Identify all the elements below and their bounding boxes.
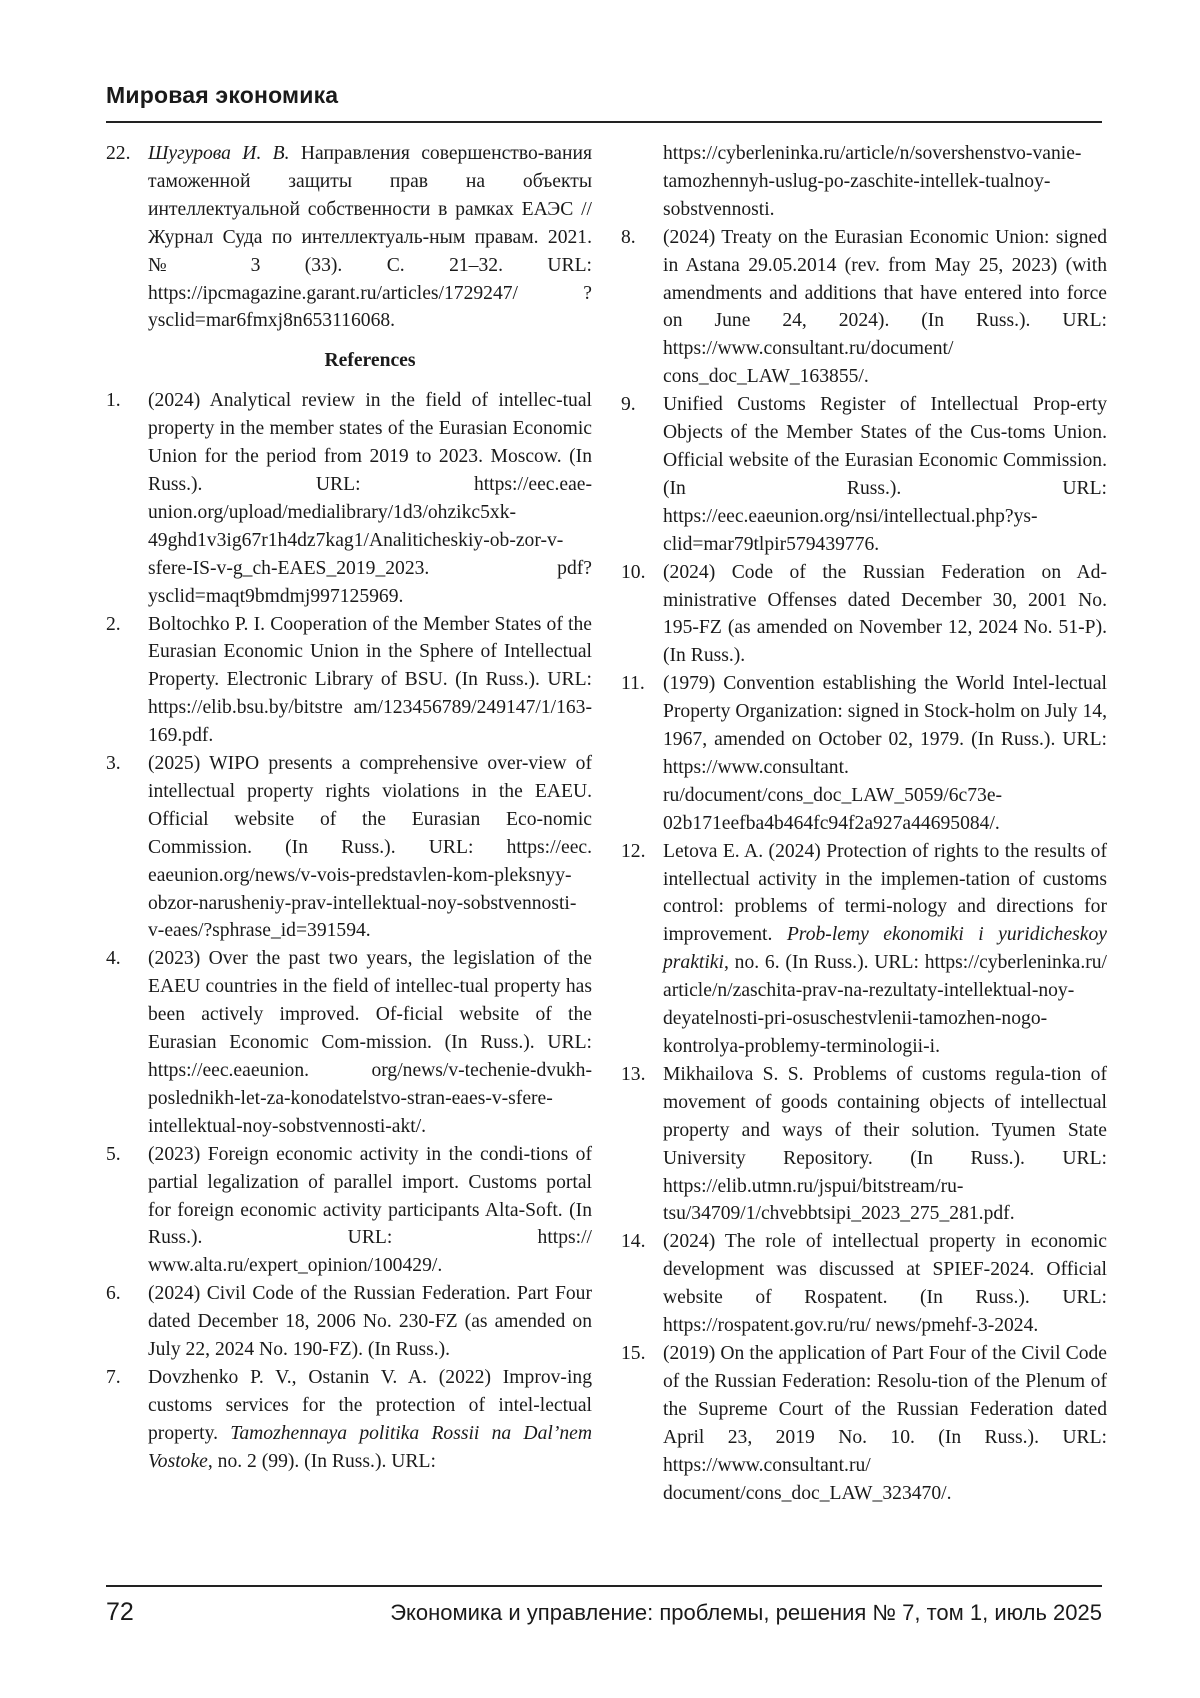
reference-item: [106, 750, 592, 945]
reference-number: 6.: [106, 1283, 121, 1305]
reference-item: [621, 1340, 1107, 1507]
reference-number: 4.: [106, 948, 121, 970]
reference-text: (2024) Treaty on the Eurasian Economic Union: signed in Astana 29.05.2014 (rev. from May 25, 2023) (with amendments and additions that have entered into force on June 24, 2024). (In Russ.). URL: https://www.consultant.ru/document/ cons_doc_LAW_163855/.: [663, 226, 1107, 388]
reference-number: 2.: [106, 613, 121, 635]
right-column: [621, 140, 1107, 1507]
reference-number: 12.: [621, 840, 646, 862]
reference-number: 10.: [621, 561, 646, 583]
reference-text-tail: , no. 6. (In Russ.). URL: https://cyberleninka.ru/ article/n/zaschita-prav-na-rezultaty-intellektual-noy-deyatelnosti-pri-osuschestvlenii-tamozhen-nogo-kontrolya-problemy-terminologii-i.: [663, 952, 1107, 1057]
header-rule: [106, 121, 1102, 123]
reference-text: (2024) Civil Code of the Russian Federation. Part Four dated December 18, 2006 No. 230-FZ (as amended on July 22, 2024 No. 190-FZ). (In Russ.).: [148, 1283, 592, 1361]
reference-item: [621, 559, 1107, 671]
section-title: Мировая экономика: [106, 82, 339, 108]
reference-item: [106, 1280, 592, 1364]
footer-rule: [106, 1585, 1102, 1587]
reference-number: 9.: [621, 394, 636, 416]
reference-journal: Prob-lemy ekonomiki i yuridicheskoy praktiki: [663, 924, 1107, 974]
reference-number: 11.: [621, 673, 645, 695]
reference-journal: Tamozhennaya politika Rossii na Dal’nem Vostoke: [148, 1422, 592, 1472]
references-heading: References: [324, 350, 416, 372]
reference-number: 14.: [621, 1231, 646, 1253]
reference-item: [621, 1061, 1107, 1228]
reference-number: 1.: [106, 390, 121, 412]
reference-text: (2024) Code of the Russian Federation on Ad-ministrative Offenses dated December 30, 2001 No. 195-FZ (as amended on November 12, 2024 No. 51-P). (In Russ.).: [663, 561, 1107, 667]
reference-item: [106, 1141, 592, 1281]
reference-continuation: https://cyberleninka.ru/article/n/sovershenstvo-vanie-tamozhennyh-uslug-po-zaschite-intellek-tualnoy-sobstvennosti.: [663, 143, 1082, 220]
reference-text: Направления совершенство-вания таможенной защиты прав на объекты интеллектуальной собственности в рамках ЕАЭС // Журнал Суда по интеллектуаль-ным правам. 2021. № 3 (33). С. 21–32. URL: https://ipcmagazine.garant.ru/articles/1729247/ ?ysclid=mar6fmxj8n653116068.: [148, 143, 592, 332]
reference-text: (2024) Analytical review in the field of intellec-tual property in the member states of the Eurasian Economic Union for the period from 2019 to 2023. Moscow. (In Russ.). URL: https://eec.eae-union.org/upload/medialibrary/1d3/ohzikc5xk-49ghd1v3ig67r1h4dz7kag1/Analiticheskiy-ob-zor-v-sfere-IS-v-g_ch-EAES_2019_2023. pdf?ysclid=maqt9bmdmj997125969.: [148, 390, 592, 607]
reference-item: [106, 945, 592, 1140]
journal-footer: Экономика и управление: проблемы, решения № 7, том 1, июль 2025: [390, 1600, 1102, 1625]
reference-number: 13.: [621, 1063, 646, 1085]
reference-item: [621, 391, 1107, 558]
reference-number: 7.: [106, 1366, 121, 1388]
reference-text: (2024) The role of intellectual property in economic development was discussed at SPIEF-2024. Official website of Rospatent. (In Russ.). URL: https://rospatent.gov.ru/ru/ news/pmehf-3-2024.: [663, 1231, 1107, 1337]
reference-text: Boltochko P. I. Cooperation of the Member States of the Eurasian Economic Union in the Sphere of Intellectual Property. Electronic Library of BSU. (In Russ.). URL: https://elib.bsu.by/bitstre am/123456789/249147/1/163-169.pdf.: [148, 613, 592, 747]
reference-text: (2023) Foreign economic activity in the condi-tions of partial legalization of parallel import. Customs portal for foreign economic activity participants Alta-Soft. (In Russ.). URL: https:// www.alta.ru/expert_opinion/100429/.: [148, 1143, 592, 1277]
page-number: 72: [106, 1598, 134, 1626]
reference-author: Шугурова И. В.: [148, 143, 290, 164]
reference-text: (1979) Convention establishing the World Intel-lectual Property Organization: signed in Stock-holm on July 14, 1967, amended on October 02, 1979. (In Russ.). URL: https://www.consultant. ru/document/cons_doc_LAW_5059/6c73e-02b171eefba4b464fc94f2a927a44695084/.: [663, 673, 1107, 834]
reference-text-tail: , no. 2 (99). (In Russ.). URL:: [207, 1450, 436, 1472]
reference-item: [621, 838, 1107, 1061]
reference-text: Unified Customs Register of Intellectual Prop-erty Objects of the Member States of the Cus-toms Union. Official website of the Eurasian Economic Commission. (In Russ.). URL: https://eec.eaeunion.org/nsi/intellectual.php?ys-clid=mar79tlpir579439776.: [663, 394, 1107, 555]
reference-item: [106, 1364, 592, 1476]
reference-item: [621, 670, 1107, 837]
reference-text: Letova E. A. (2024) Protection of rights to the results of intellectual activity in the implemen-tation of customs control: problems of termi-nology and directions for improvement.: [663, 840, 1107, 946]
reference-item: [621, 1228, 1107, 1340]
reference-number: 3.: [106, 753, 121, 775]
reference-number: 22.: [106, 143, 131, 164]
reference-item: [106, 387, 592, 610]
reference-text: Dovzhenko P. V., Ostanin V. A. (2022) Improv-ing customs services for the protection of intel-lectual property.: [148, 1366, 592, 1444]
left-column: [106, 140, 592, 1476]
reference-text: (2023) Over the past two years, the legislation of the EAEU countries in the field of intellec-tual property has been actively improved. Of-ficial website of the Eurasian Economic Com-mission. (In Russ.). URL: https://eec.eaeunion. org/news/v-techenie-dvukh-poslednikh-let-za-konodatelstvo-stran-eaes-v-sfere-intellektual-noy-sobstvennosti-akt/.: [148, 948, 592, 1137]
reference-text: (2019) On the application of Part Four of the Civil Code of the Russian Federation: Resolu-tion of the Plenum of the Supreme Court of the Russian Federation dated April 23, 2019 No. 10. (In Russ.). URL: https://www.consultant.ru/ document/cons_doc_LAW_323470/.: [663, 1342, 1107, 1504]
reference-item: [621, 224, 1107, 391]
reference-number: 15.: [621, 1342, 646, 1364]
reference-text: (2025) WIPO presents a comprehensive over-view of intellectual property rights violations in the EAEU. Official website of the Eurasian Eco-nomic Commission. (In Russ.). URL: https://eec. eaeunion.org/news/v-vois-predstavlen-kom-pleksnyy-obzor-narusheniy-prav-intellektual-noy-sobstvennosti-v-eaes/?sphrase_id=391594.: [148, 753, 592, 942]
reference-item: [106, 611, 592, 751]
reference-item: [106, 140, 592, 335]
reference-text: Mikhailova S. S. Problems of customs regula-tion of movement of goods containing objects of intellectual property and ways of their solution. Tyumen State University Repository. (In Russ.). URL: https://elib.utmn.ru/jspui/bitstream/ru-tsu/34709/1/chvebbtsipi_2023_275_281.pdf.: [663, 1063, 1107, 1225]
reference-number: 8.: [621, 226, 636, 248]
reference-number: 5.: [106, 1143, 121, 1165]
